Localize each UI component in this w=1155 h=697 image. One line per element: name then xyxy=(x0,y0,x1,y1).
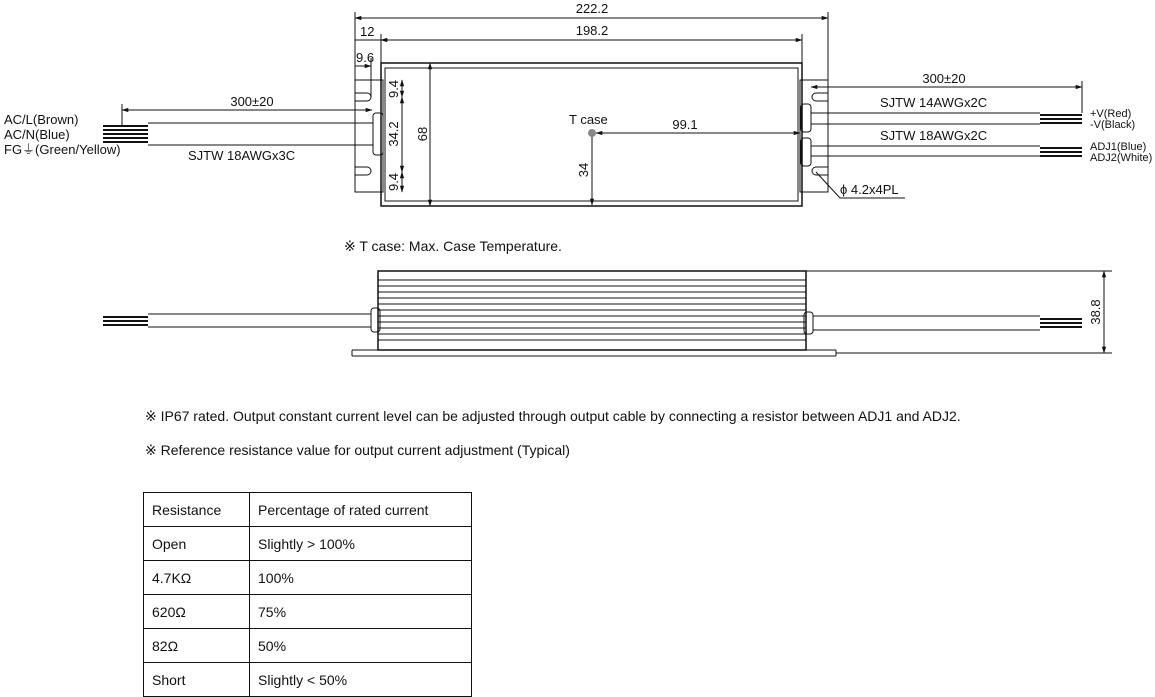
cell-percentage: Slightly > 100% xyxy=(250,527,472,561)
reference-note: ※ Reference resistance value for output current adjustment (Typical) xyxy=(145,442,570,458)
dim-tcase-x: 99.1 xyxy=(672,117,698,132)
cell-resistance: 82Ω xyxy=(144,629,250,663)
dim-inner-width: 34.2 xyxy=(386,121,401,147)
input-label-fg: FG⏚(Green/Yellow) xyxy=(4,142,121,157)
cell-resistance: 4.7KΩ xyxy=(144,561,250,595)
dim-output-cable: 300±20 xyxy=(922,71,966,86)
dim-overall: 222.2 xyxy=(575,1,609,16)
tcase-note: ※ T case: Max. Case Temperature. xyxy=(344,238,562,254)
cell-resistance: 620Ω xyxy=(144,595,250,629)
output-label-adj1: ADJ1(Blue) xyxy=(1090,141,1147,153)
input-cable xyxy=(148,123,373,145)
side-input-cable xyxy=(148,314,371,327)
input-wire-ends xyxy=(103,126,148,142)
dim-tcase-y: 34 xyxy=(576,162,591,178)
header-percentage: Percentage of rated current xyxy=(250,493,472,527)
dim-input-cable: 300±20 xyxy=(230,94,274,109)
side-view xyxy=(103,271,1112,356)
dim-edge-offset: 12 xyxy=(360,24,375,39)
table-row xyxy=(144,527,472,561)
tcase-label: T case xyxy=(569,112,608,127)
output-label-adj2: ADJ2(White) xyxy=(1090,152,1153,164)
dim-hole-pitch-top: 9.4 xyxy=(386,79,401,99)
mount-hole-tr xyxy=(812,93,828,101)
cell-percentage: 50% xyxy=(250,629,472,663)
output-cable-2 xyxy=(811,146,1040,156)
table-header-row xyxy=(144,493,472,527)
mount-hole-spec: ϕ 4.2x4PL xyxy=(840,182,899,197)
dim-height: 38.8 xyxy=(1088,299,1103,325)
input-label-l: AC/L(Brown) xyxy=(4,112,79,127)
ip-note: ※ IP67 rated. Output constant current level can be adjusted through output cable by connecting a resistor between ADJ1 and ADJ2. xyxy=(145,408,961,424)
output-label-pv: +V(Red) xyxy=(1090,108,1132,120)
output-wire-ends-2 xyxy=(1040,148,1082,156)
table-row xyxy=(144,595,472,629)
cell-percentage: 100% xyxy=(250,561,472,595)
resistance-table xyxy=(143,492,472,697)
output-wire-ends-1 xyxy=(1040,115,1082,123)
mount-hole-bl xyxy=(355,167,371,175)
heatsink-fins xyxy=(378,280,806,340)
cell-percentage: Slightly < 50% xyxy=(250,663,472,697)
header-resistance: Resistance xyxy=(144,493,250,527)
output-cable-2-spec: SJTW 18AWGx2C xyxy=(880,128,988,143)
dim-hole-pitch-bottom: 9.4 xyxy=(386,172,401,192)
cell-resistance: Open xyxy=(144,527,250,561)
table-row xyxy=(144,629,472,663)
mount-hole-br xyxy=(812,167,828,175)
output-cable-1 xyxy=(811,113,1040,124)
side-base xyxy=(352,350,836,356)
side-output-cable xyxy=(813,316,1040,330)
output-label-nv: -V(Black) xyxy=(1090,119,1136,131)
cell-resistance: Short xyxy=(144,663,250,697)
cell-percentage: 75% xyxy=(250,595,472,629)
dim-body-width: 68 xyxy=(415,126,430,142)
dim-body-length: 198.2 xyxy=(575,23,609,38)
input-cable-spec: SJTW 18AWGx3C xyxy=(188,148,296,163)
table-row xyxy=(144,663,472,697)
dim-hole-offset: 9.6 xyxy=(356,50,375,65)
mount-hole-tl xyxy=(355,93,371,101)
input-label-n: AC/N(Blue) xyxy=(4,127,70,142)
tcase-point xyxy=(589,130,596,137)
output-cable-1-spec: SJTW 14AWGx2C xyxy=(880,95,988,110)
table-row xyxy=(144,561,472,595)
